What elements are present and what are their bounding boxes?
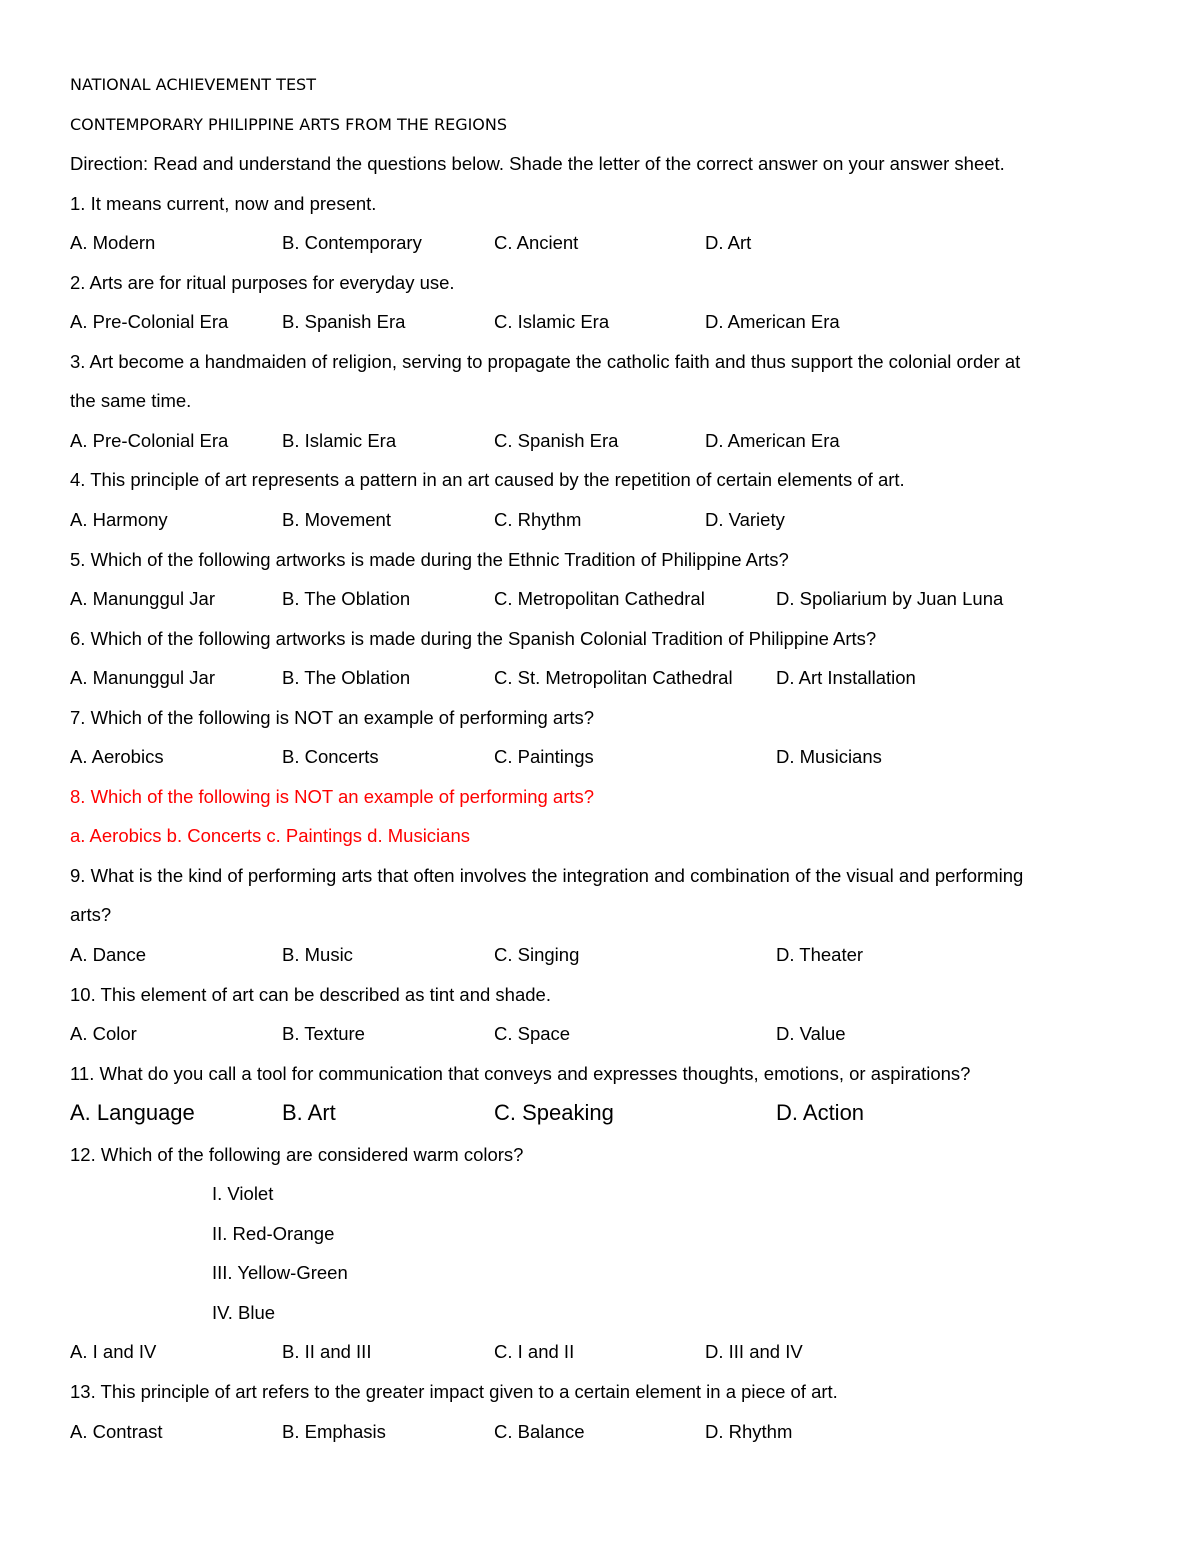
question-7: 7. Which of the following is NOT an example of performing arts? <box>70 706 595 728</box>
option-12b: B. II and III <box>282 1341 372 1363</box>
question-9-line2: arts? <box>70 904 112 926</box>
options-9 <box>70 940 1130 980</box>
question-11: 11. What do you call a tool for communication that conveys and expresses thoughts, emotions, or aspirations? <box>70 1062 971 1084</box>
option-1b: B. Contemporary <box>282 232 422 254</box>
question-4: 4. This principle of art represents a pattern in an art caused by the repetition of certain elements of art. <box>70 469 905 491</box>
option-5a: A. Manunggul Jar <box>70 588 216 610</box>
question-10: 10. This element of art can be described as tint and shade. <box>70 983 551 1005</box>
question-1: 1. It means current, now and present. <box>70 192 377 214</box>
options-2 <box>70 307 1130 347</box>
option-10d: D. Value <box>776 1023 846 1045</box>
option-2c: C. Islamic Era <box>494 311 610 333</box>
options-13 <box>70 1417 1130 1457</box>
option-5c: C. Metropolitan Cathedral <box>494 588 705 610</box>
option-3d: D. American Era <box>705 429 840 451</box>
option-1c: C. Ancient <box>494 232 579 254</box>
option-10b: B. Texture <box>282 1023 365 1045</box>
question-3-line2: the same time. <box>70 390 192 412</box>
option-3b: B. Islamic Era <box>282 429 397 451</box>
question-5: 5. Which of the following artworks is made during the Ethnic Tradition of Philippine Arts? <box>70 548 789 570</box>
question-12: 12. Which of the following are considered warm colors? <box>70 1143 524 1165</box>
question-6: 6. Which of the following artworks is made during the Spanish Colonial Tradition of Philippine Arts? <box>70 627 877 649</box>
option-6d: D. Art Installation <box>776 667 916 689</box>
options-8-inline: a. Aerobics b. Concerts c. Paintings d. Musicians <box>70 825 470 847</box>
option-6a: A. Manunggul Jar <box>70 667 216 689</box>
option-13a: A. Contrast <box>70 1420 163 1442</box>
option-11c: C. Speaking <box>494 1100 614 1126</box>
option-13c: C. Balance <box>494 1420 585 1442</box>
options-6 <box>70 663 1130 703</box>
option-7c: C. Paintings <box>494 746 594 768</box>
option-6b: B. The Oblation <box>282 667 411 689</box>
option-3c: C. Spanish Era <box>494 429 619 451</box>
question-9-line1: 9. What is the kind of performing arts that often involves the integration and combination of the visual and performing <box>70 864 1024 886</box>
option-11d: D. Action <box>776 1100 865 1126</box>
option-9a: A. Dance <box>70 944 147 966</box>
exam-title: NATIONAL ACHIEVEMENT TEST <box>70 75 316 94</box>
question-3-line1: 3. Art become a handmaiden of religion, serving to propagate the catholic faith and thus support the colonial order at <box>70 350 1021 372</box>
option-7a: A. Aerobics <box>70 746 164 768</box>
question-2: 2. Arts are for ritual purposes for everyday use. <box>70 271 455 293</box>
options-11 <box>70 1098 1130 1140</box>
option-2a: A. Pre-Colonial Era <box>70 311 229 333</box>
option-4b: B. Movement <box>282 509 391 531</box>
option-10c: C. Space <box>494 1023 571 1045</box>
option-9d: D. Theater <box>776 944 864 966</box>
exam-subject: CONTEMPORARY PHILIPPINE ARTS FROM THE REGIONS <box>70 114 508 134</box>
option-4a: A. Harmony <box>70 509 168 531</box>
list-item-12-1: I. Violet <box>212 1183 274 1205</box>
question-13: 13. This principle of art refers to the greater impact given to a certain element in a piece of art. <box>70 1381 838 1402</box>
option-5b: B. The Oblation <box>282 588 411 610</box>
option-12d: D. III and IV <box>705 1341 803 1363</box>
option-7b: B. Concerts <box>282 746 379 768</box>
option-2b: B. Spanish Era <box>282 311 406 333</box>
option-4c: C. Rhythm <box>494 509 582 531</box>
option-11a: A. Language <box>70 1100 195 1126</box>
options-3 <box>70 426 1130 466</box>
options-12 <box>70 1337 1130 1377</box>
option-1a: A. Modern <box>70 232 156 254</box>
option-12a: A. I and IV <box>70 1341 157 1363</box>
option-6c: C. St. Metropolitan Cathedral <box>494 667 733 689</box>
option-1d: D. Art <box>705 232 752 254</box>
option-2d: D. American Era <box>705 311 840 333</box>
options-10 <box>70 1019 1130 1059</box>
list-item-12-2: II. Red-Orange <box>212 1222 335 1244</box>
option-12c: C. I and II <box>494 1341 575 1363</box>
option-13d: D. Rhythm <box>705 1420 793 1442</box>
list-item-12-3: III. Yellow-Green <box>212 1262 348 1284</box>
option-5d: D. Spoliarium by Juan Luna <box>776 588 1004 610</box>
exam-direction: Direction: Read and understand the questions below. Shade the letter of the correct answer on your answer sheet. <box>70 153 1005 175</box>
option-4d: D. Variety <box>705 509 785 531</box>
option-9c: C. Singing <box>494 944 580 966</box>
exam-page <box>70 70 1130 1456</box>
options-5 <box>70 584 1130 624</box>
list-item-12-4: IV. Blue <box>212 1301 276 1323</box>
option-13b: B. Emphasis <box>282 1420 386 1442</box>
options-1 <box>70 228 1130 268</box>
option-7d: D. Musicians <box>776 746 882 768</box>
option-11b: B. Art <box>282 1100 336 1126</box>
options-4 <box>70 505 1130 545</box>
option-9b: B. Music <box>282 944 353 966</box>
options-7 <box>70 742 1130 782</box>
question-8: 8. Which of the following is NOT an example of performing arts? <box>70 785 595 807</box>
option-10a: A. Color <box>70 1023 137 1045</box>
option-3a: A. Pre-Colonial Era <box>70 429 229 451</box>
